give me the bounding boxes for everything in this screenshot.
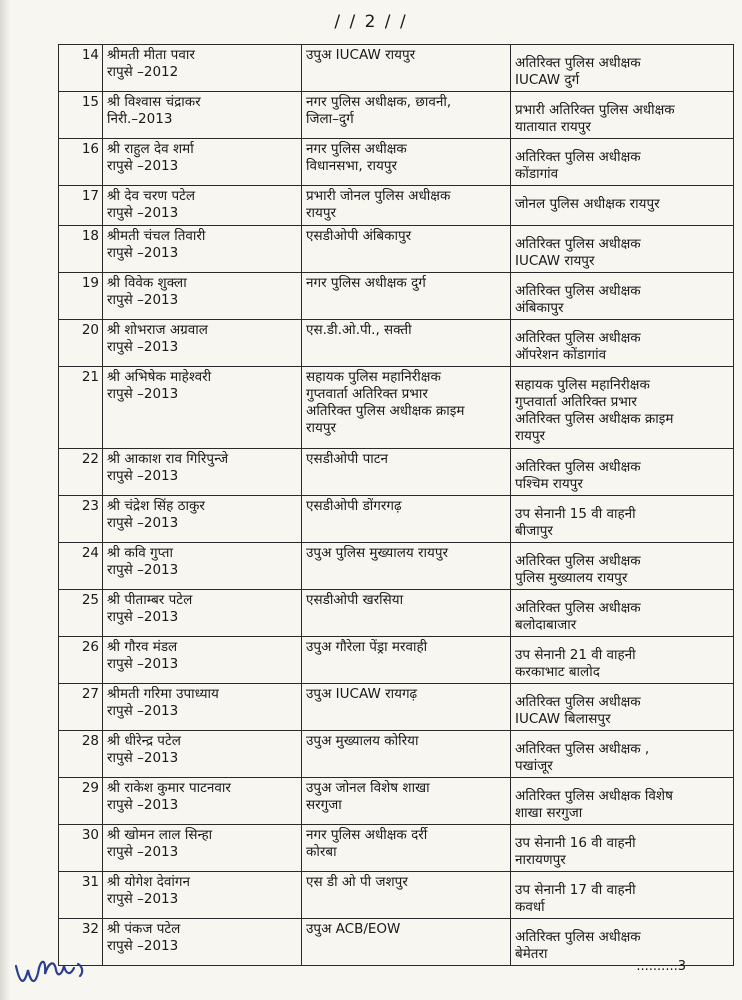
new-posting-cell (511, 637, 734, 684)
officer-batch: रापुसे –2013 (107, 339, 179, 355)
table-row (59, 186, 734, 226)
table-row (59, 367, 734, 449)
serial-number-cell: 27 (59, 684, 103, 731)
table-row (59, 778, 734, 825)
new-posting-line: अतिरिक्त पुलिस अधीक्षक (515, 149, 641, 165)
officer-name: श्री खोमन लाल सिन्हा (107, 827, 213, 843)
new-posting-line: IUCAW बिलासपुर (515, 711, 611, 727)
current-posting-cell (302, 186, 511, 226)
current-posting-cell (302, 45, 511, 92)
current-posting-line: एस.डी.ओ.पी., सक्ती (306, 322, 412, 338)
table-row (59, 731, 734, 778)
new-posting-line: अतिरिक्त पुलिस अधीक्षक विशेष (515, 788, 673, 804)
new-posting-cell (511, 367, 734, 449)
serial-number-cell: 22 (59, 449, 103, 496)
officer-name: श्री गौरव मंडल (107, 639, 178, 655)
table-row (59, 872, 734, 919)
current-posting-line: उपुअ IUCAW रायपुर (306, 47, 416, 63)
officer-batch: रापुसे –2013 (107, 609, 179, 625)
new-posting-line: करकाभाट बालोद (515, 664, 600, 680)
new-posting-cell (511, 186, 734, 226)
officer-name: श्री देव चरण पटेल (107, 188, 196, 204)
current-posting-cell (302, 872, 511, 919)
current-posting-cell (302, 825, 511, 872)
new-posting-line: जोनल पुलिस अधीक्षक रायपुर (515, 196, 660, 212)
current-posting-cell (302, 637, 511, 684)
current-posting-cell (302, 731, 511, 778)
current-posting-cell (302, 778, 511, 825)
officer-name-cell (103, 186, 302, 226)
handwritten-signature (12, 944, 102, 990)
officer-name: श्री पंकज पटेल (107, 921, 181, 937)
current-posting-line: रायपुर (306, 420, 337, 436)
serial-number-cell: 30 (59, 825, 103, 872)
officer-name: श्री आकाश राव गिरिपुन्जे (107, 451, 229, 467)
serial-number-cell: 31 (59, 872, 103, 919)
new-posting-line: उप सेनानी 15 वी वाहनी (515, 506, 636, 522)
current-posting-cell (302, 367, 511, 449)
new-posting-line: पुलिस मुख्यालय रायपुर (515, 570, 628, 586)
serial-number-cell: 32 (59, 919, 103, 966)
officer-name: श्रीमती चंचल तिवारी (107, 228, 206, 244)
current-posting-line: जिला–दुर्ग (306, 111, 354, 127)
table-row (59, 449, 734, 496)
new-posting-line: प्रभारी अतिरिक्त पुलिस अधीक्षक (515, 102, 675, 118)
current-posting-line: एसडीओपी डोंगरगढ़ (306, 498, 402, 514)
current-posting-line: उपुअ मुख्यालय कोरिया (306, 733, 419, 749)
officer-batch: रापुसे –2013 (107, 703, 179, 719)
current-posting-line: उपुअ गौरेला पेंड्रा मरवाही (306, 639, 428, 655)
officer-name-cell (103, 543, 302, 590)
new-posting-line: कोंडागांव (515, 166, 559, 182)
officer-name: श्री राहुल देव शर्मा (107, 141, 194, 157)
officer-name: श्री राकेश कुमार पाटनवार (107, 780, 231, 796)
current-posting-line: नगर पुलिस अधीक्षक दुर्ग (306, 275, 426, 291)
current-posting-line: नगर पुलिस अधीक्षक (306, 141, 407, 157)
officer-name-cell (103, 778, 302, 825)
current-posting-cell (302, 919, 511, 966)
officer-name-cell (103, 919, 302, 966)
page-number-header: / / 2 / / (334, 12, 408, 32)
officer-name-cell (103, 226, 302, 273)
officer-name-cell (103, 273, 302, 320)
current-posting-line: विधानसभा, रायपुर (306, 158, 398, 174)
table-row (59, 139, 734, 186)
new-posting-line: यातायात रायपुर (515, 119, 591, 135)
new-posting-cell (511, 449, 734, 496)
new-posting-line: रायपुर (515, 428, 546, 444)
officer-name: श्री विवेक शुक्ला (107, 275, 187, 291)
serial-number-cell: 23 (59, 496, 103, 543)
table-row (59, 590, 734, 637)
serial-number-cell: 28 (59, 731, 103, 778)
current-posting-line: उपुअ पुलिस मुख्यालय रायपुर (306, 545, 449, 561)
current-posting-line: उपुअ जोनल विशेष शाखा (306, 780, 430, 796)
serial-number-cell: 18 (59, 226, 103, 273)
officer-name-cell (103, 139, 302, 186)
current-posting-cell (302, 139, 511, 186)
new-posting-line: अतिरिक्त पुलिस अधीक्षक (515, 929, 641, 945)
new-posting-line: अतिरिक्त पुलिस अधीक्षक (515, 600, 641, 616)
new-posting-cell (511, 92, 734, 139)
new-posting-line: अतिरिक्त पुलिस अधीक्षक (515, 236, 641, 252)
current-posting-cell (302, 273, 511, 320)
officer-name-cell (103, 684, 302, 731)
new-posting-line: कवर्धा (515, 899, 545, 915)
current-posting-line: एस डी ओ पी जशपुर (306, 874, 408, 890)
current-posting-line: कोरबा (306, 844, 337, 860)
serial-number-cell: 21 (59, 367, 103, 449)
officer-name-cell (103, 590, 302, 637)
new-posting-line: अतिरिक्त पुलिस अधीक्षक (515, 459, 641, 475)
new-posting-line: अतिरिक्त पुलिस अधीक्षक (515, 330, 641, 346)
officer-name: श्री शोभराज अग्रवाल (107, 322, 208, 338)
current-posting-line: एसडीओपी पाटन (306, 451, 389, 467)
officer-batch: रापुसे –2013 (107, 468, 179, 484)
officer-name: श्री कवि गुप्ता (107, 545, 173, 561)
officer-name-cell (103, 872, 302, 919)
new-posting-cell (511, 139, 734, 186)
new-posting-line: पखांजूर (515, 758, 553, 774)
current-posting-line: एसडीओपी खरसिया (306, 592, 404, 608)
officer-name: श्रीमती मीता पवार (107, 47, 195, 63)
new-posting-line: शाखा सरगुजा (515, 805, 583, 821)
table-body (59, 45, 734, 966)
officer-batch: रापुसे –2013 (107, 386, 179, 402)
officer-name-cell (103, 496, 302, 543)
new-posting-line: IUCAW रायपुर (515, 253, 595, 269)
table-row (59, 684, 734, 731)
new-posting-cell (511, 872, 734, 919)
current-posting-line: नगर पुलिस अधीक्षक, छावनी, (306, 94, 452, 110)
officer-name: श्रीमती गरिमा उपाध्याय (107, 686, 219, 702)
new-posting-line: अतिरिक्त पुलिस अधीक्षक (515, 553, 641, 569)
officer-name: श्री अभिषेक माहेश्वरी (107, 369, 212, 385)
new-posting-line: अतिरिक्त पुलिस अधीक्षक (515, 55, 641, 71)
officer-batch: रापुसे –2013 (107, 750, 179, 766)
new-posting-line: अतिरिक्त पुलिस अधीक्षक , (515, 741, 650, 757)
current-posting-line: सरगुजा (306, 797, 342, 813)
current-posting-cell (302, 449, 511, 496)
officer-name: श्री विश्वास चंद्राकर (107, 94, 201, 110)
new-posting-cell (511, 543, 734, 590)
current-posting-cell (302, 684, 511, 731)
officer-batch: रापुसे –2013 (107, 245, 179, 261)
current-posting-line: गुप्तवार्ता अतिरिक्त प्रभार (306, 386, 428, 402)
current-posting-line: रायपुर (306, 205, 337, 221)
serial-number-cell: 25 (59, 590, 103, 637)
current-posting-cell (302, 496, 511, 543)
officer-name-cell (103, 449, 302, 496)
officer-batch: रापुसे –2013 (107, 844, 179, 860)
serial-number-cell: 15 (59, 92, 103, 139)
new-posting-cell (511, 273, 734, 320)
serial-number-cell: 29 (59, 778, 103, 825)
new-posting-cell (511, 320, 734, 367)
current-posting-line: अतिरिक्त पुलिस अधीक्षक क्राइम (306, 403, 465, 419)
new-posting-cell (511, 496, 734, 543)
serial-number-cell: 19 (59, 273, 103, 320)
serial-number-cell: 20 (59, 320, 103, 367)
table-row (59, 45, 734, 92)
new-posting-line: सहायक पुलिस महानिरीक्षक (515, 377, 650, 393)
new-posting-line: अतिरिक्त पुलिस अधीक्षक क्राइम (515, 411, 674, 427)
officer-name-cell (103, 637, 302, 684)
table-row (59, 919, 734, 966)
table-row (59, 543, 734, 590)
table-row (59, 496, 734, 543)
officer-name-cell (103, 320, 302, 367)
current-posting-line: एसडीओपी अंबिकापुर (306, 228, 412, 244)
officer-batch: रापुसे –2013 (107, 292, 179, 308)
new-posting-cell (511, 45, 734, 92)
new-posting-cell (511, 590, 734, 637)
table-row (59, 226, 734, 273)
transfer-posting-table (58, 44, 734, 966)
officer-batch: रापुसे –2013 (107, 562, 179, 578)
officer-batch: रापुसे –2013 (107, 515, 179, 531)
officer-name-cell (103, 45, 302, 92)
new-posting-line: अतिरिक्त पुलिस अधीक्षक (515, 694, 641, 710)
new-posting-line: गुप्तवार्ता अतिरिक्त प्रभार (515, 394, 637, 410)
new-posting-line: अंबिकापुर (515, 300, 564, 316)
new-posting-line: बलोदाबाजार (515, 617, 577, 633)
officer-name-cell (103, 92, 302, 139)
new-posting-line: उप सेनानी 16 वी वाहनी (515, 835, 636, 851)
new-posting-line: पश्चिम रायपुर (515, 476, 583, 492)
officer-name: श्री चंद्रेश सिंह ठाकुर (107, 498, 205, 514)
officer-name-cell (103, 731, 302, 778)
officer-batch: रापुसे –2013 (107, 158, 179, 174)
new-posting-cell (511, 684, 734, 731)
officer-batch: रापुसे –2013 (107, 205, 179, 221)
officer-batch: निरी.–2013 (107, 111, 173, 127)
current-posting-line: उपुअ ACB/EOW (306, 921, 401, 937)
officer-name: श्री पीताम्बर पटेल (107, 592, 193, 608)
table-row (59, 825, 734, 872)
officer-batch: रापुसे –2013 (107, 938, 179, 954)
table-row (59, 637, 734, 684)
current-posting-line: उपुअ IUCAW रायगढ़ (306, 686, 418, 702)
current-posting-cell (302, 590, 511, 637)
officer-name-cell (103, 367, 302, 449)
officer-batch: रापुसे –2013 (107, 891, 179, 907)
page-edge-shadow (0, 0, 10, 1000)
current-posting-line: नगर पुलिस अधीक्षक दर्री (306, 827, 428, 843)
officer-batch: रापुसे –2013 (107, 797, 179, 813)
table-row (59, 273, 734, 320)
serial-number-cell: 26 (59, 637, 103, 684)
new-posting-cell (511, 226, 734, 273)
new-posting-line: ऑपरेशन कोंडागांव (515, 347, 607, 363)
new-posting-line: IUCAW दुर्ग (515, 72, 580, 88)
officer-batch: रापुसे –2013 (107, 656, 179, 672)
serial-number-cell: 17 (59, 186, 103, 226)
new-posting-line: बेमेतरा (515, 946, 548, 962)
current-posting-cell (302, 226, 511, 273)
continuation-marker: ..........3 (636, 959, 686, 974)
new-posting-cell (511, 919, 734, 966)
serial-number-cell: 24 (59, 543, 103, 590)
current-posting-cell (302, 543, 511, 590)
officer-name-cell (103, 825, 302, 872)
new-posting-line: उप सेनानी 21 वी वाहनी (515, 647, 636, 663)
new-posting-cell (511, 778, 734, 825)
serial-number-cell: 16 (59, 139, 103, 186)
new-posting-line: बीजापुर (515, 523, 553, 539)
new-posting-line: नारायणपुर (515, 852, 566, 868)
new-posting-line: उप सेनानी 17 वी वाहनी (515, 882, 636, 898)
officer-name: श्री योगेश देवांगन (107, 874, 191, 890)
table-row (59, 92, 734, 139)
current-posting-cell (302, 320, 511, 367)
new-posting-line: अतिरिक्त पुलिस अधीक्षक (515, 283, 641, 299)
current-posting-cell (302, 92, 511, 139)
officer-name: श्री धीरेन्द्र पटेल (107, 733, 181, 749)
serial-number-cell: 14 (59, 45, 103, 92)
current-posting-line: प्रभारी जोनल पुलिस अधीक्षक (306, 188, 451, 204)
current-posting-line: सहायक पुलिस महानिरीक्षक (306, 369, 441, 385)
table-row (59, 320, 734, 367)
new-posting-cell (511, 731, 734, 778)
officer-batch: रापुसे –2012 (107, 64, 179, 80)
new-posting-cell (511, 825, 734, 872)
